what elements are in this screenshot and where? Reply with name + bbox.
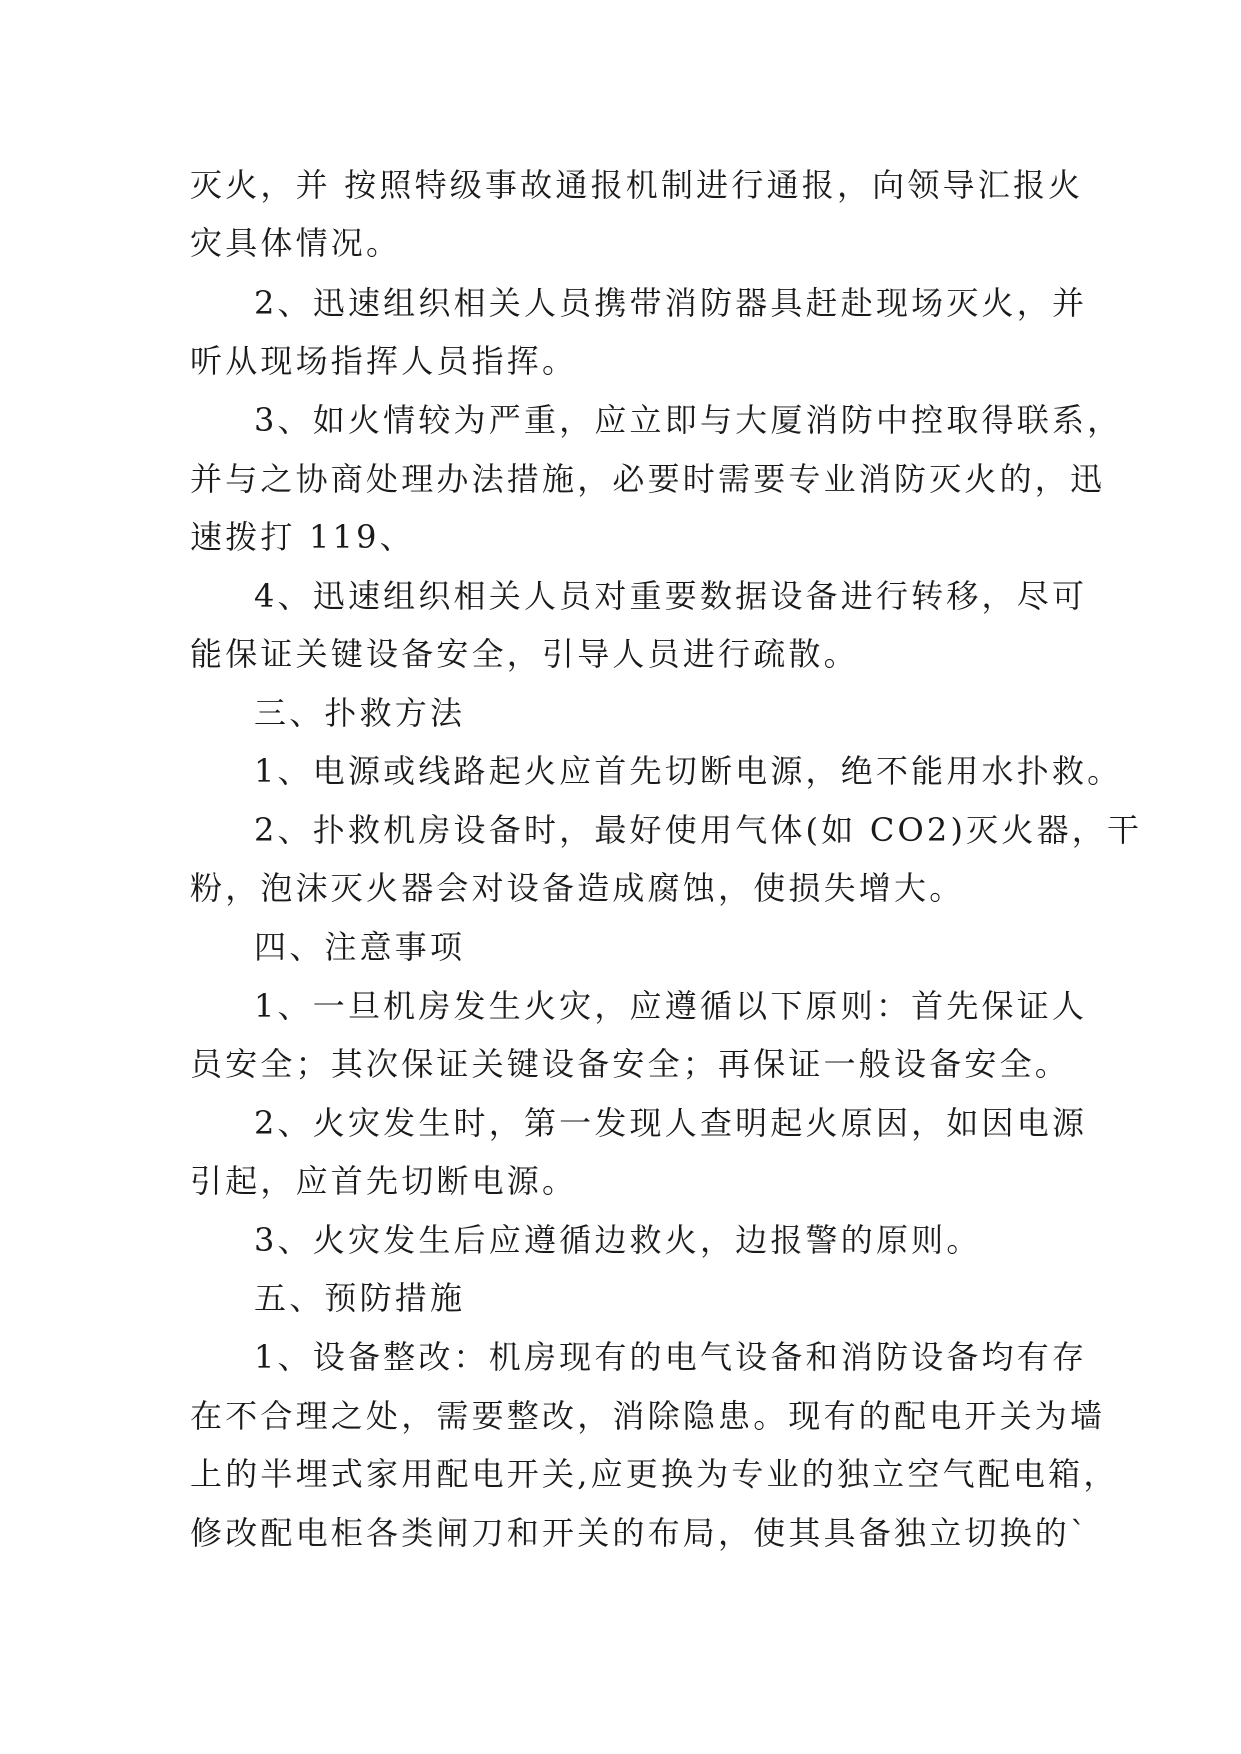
text-line-8: 4、迅速组织相关人员对重要数据设备进行转移，尽可 (254, 577, 1088, 615)
text-line-15: 1、一旦机房发生火灾，应遵循以下原则：首先保证人 (254, 987, 1088, 1025)
text-line-21: 1、设备整改：机房现有的电气设备和消防设备均有存 (254, 1338, 1088, 1376)
text-line-13: 粉，泡沫灭火器会对设备造成腐蚀，使损失增大。 (190, 869, 965, 907)
text-line-5: 3、如火情较为严重，应立即与大厦消防中控取得联系， (254, 401, 1123, 439)
text-line-11: 1、电源或线路起火应首先切断电源，绝不能用水扑救。 (254, 752, 1123, 790)
text-line-6: 并与之协商处理办法措施，必要时需要专业消防灭火的，迅 (190, 460, 1106, 498)
section-heading-5: 五、预防措施 (254, 1279, 466, 1317)
text-line-19: 3、火灾发生后应遵循边救火，边报警的原则。 (254, 1221, 982, 1259)
text-line-4: 听从现场指挥人员指挥。 (190, 342, 578, 380)
text-line-17: 2、火灾发生时，第一发现人查明起火原因，如因电源 (254, 1104, 1088, 1142)
text-line-7: 速拨打 119、 (190, 518, 415, 556)
text-line-23: 上的半埋式家用配电开关,应更换为专业的独立空气配电箱， (190, 1455, 1119, 1493)
text-line-3: 2、迅速组织相关人员携带消防器具赶赴现场灭火，并 (254, 284, 1088, 322)
text-line-12: 2、扑救机房设备时，最好使用气体(如 CO2)灭火器，干 (254, 811, 1143, 849)
text-line-18: 引起，应首先切断电源。 (190, 1162, 578, 1200)
text-line-22: 在不合理之处，需要整改，消除隐患。现有的配电开关为墙 (190, 1397, 1106, 1435)
text-line-9: 能保证关键设备安全，引导人员进行疏散。 (190, 635, 859, 673)
section-heading-3: 三、扑救方法 (254, 694, 466, 732)
text-line-1: 灭火，并 按照特级事故通报机制进行通报，向领导汇报火 (190, 166, 1084, 204)
text-line-2: 灾具体情况。 (190, 224, 402, 262)
text-line-24: 修改配电柜各类闸刀和开关的布局，使其具备独立切换的` (190, 1514, 1090, 1552)
section-heading-4: 四、注意事项 (254, 928, 466, 966)
text-line-16: 员安全；其次保证关键设备安全；再保证一般设备安全。 (190, 1045, 1071, 1083)
